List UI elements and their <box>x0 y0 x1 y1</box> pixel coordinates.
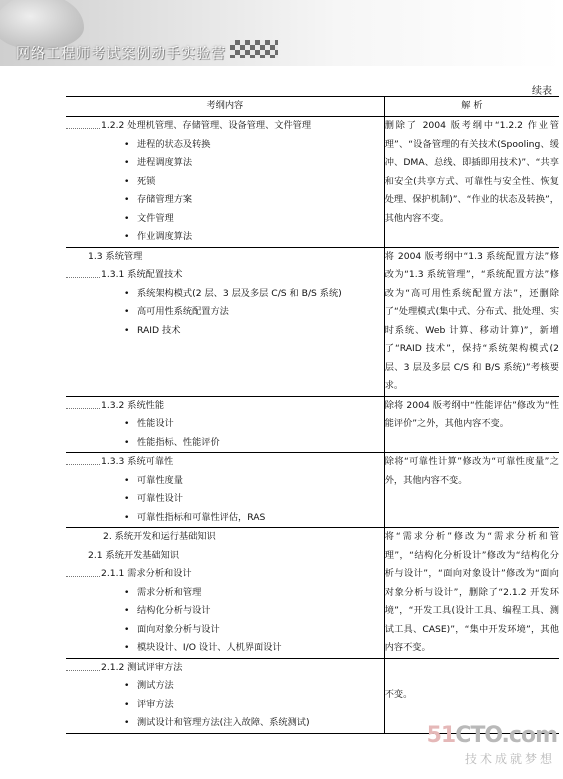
dotted-leader <box>66 128 100 129</box>
syllabus-section-heading: 1.3 系统管理 <box>88 250 143 262</box>
syllabus-bullet-item: • 死锁 <box>66 173 384 192</box>
syllabus-bullet-item: • 可靠性指标和可靠性评估，RAS <box>66 509 384 528</box>
continued-label: 续表 <box>532 86 552 97</box>
table-row <box>66 117 559 248</box>
dotted-leader <box>66 670 100 671</box>
syllabus-bullet-item: • 进程调度算法 <box>66 154 384 173</box>
syllabus-section-heading: 1.3.1 系统配置技术 <box>66 266 384 285</box>
table-row <box>66 658 559 733</box>
syllabus-bullet-item: • 可靠性度量 <box>66 472 384 491</box>
page-header-banner <box>0 0 563 66</box>
watermark-tagline: 技术成就梦想 <box>464 752 555 766</box>
syllabus-content-cell <box>66 453 384 528</box>
syllabus-bullet-item: • 模块设计、I/O 设计、人机界面设计 <box>66 639 384 658</box>
column-header-content: 考纲内容 <box>66 97 384 117</box>
syllabus-content-cell <box>66 247 384 396</box>
syllabus-bullet-item: • 测试设计和管理方法(注入故障、系统测试) <box>66 714 384 733</box>
syllabus-bullet-item: • 可靠性设计 <box>66 490 384 509</box>
syllabus-section-heading: 2.1 系统开发基础知识 <box>88 549 180 561</box>
watermark-logo <box>427 723 557 771</box>
explanation-cell: 将 2004 版考纲中“1.3 系统配置方法”修改为“1.3 系统管理”，“系统配置方法”修改为“高可用性系统配置方法”，还删除了“处理模式(集中式、分布式、批处理、实时系统、Web 计算、移动计算)”，新增了“RAID 技术”，保持“系统架构模式(2 层、3 层及多层 C/S 和 B/S 系统)”考核要求。 <box>384 247 559 396</box>
syllabus-section-heading: 1.3.3 系统可靠性 <box>66 453 384 472</box>
syllabus-bullet-item: • 结构化分析与设计 <box>66 602 384 621</box>
syllabus-bullet-item: • 进程的状态及转换 <box>66 136 384 155</box>
checker-decoration <box>230 40 278 58</box>
explanation-cell: 除将 2004 版考纲中“性能评估”修改为“性能评价”之外，其他内容不变。 <box>384 396 559 453</box>
explanation-cell: 除将“可靠性计算”修改为“可靠性度量”之外，其他内容不变。 <box>384 453 559 528</box>
table-row <box>66 453 559 528</box>
syllabus-bullet-item: • 文件管理 <box>66 210 384 229</box>
syllabus-section-heading: 2.1.2 测试评审方法 <box>66 659 384 678</box>
syllabus-content-cell <box>66 396 384 453</box>
dotted-leader <box>66 277 100 278</box>
syllabus-section-heading: 2. 系统开发和运行基础知识 <box>103 531 216 542</box>
explanation-cell: 不变。 <box>384 658 559 733</box>
dotted-leader <box>66 576 100 577</box>
syllabus-bullet-item: • 高可用性系统配置方法 <box>66 303 384 322</box>
syllabus-bullet-item: • 测试方法 <box>66 677 384 696</box>
syllabus-table <box>66 96 559 734</box>
syllabus-bullet-item: • 需求分析和管理 <box>66 584 384 603</box>
dotted-leader <box>66 408 100 409</box>
syllabus-section-heading: 2.1.1 需求分析和设计 <box>66 565 384 584</box>
syllabus-content-cell <box>66 528 384 659</box>
syllabus-section-heading: 1.3.2 系统性能 <box>66 397 384 416</box>
syllabus-bullet-item: • 系统架构模式(2 层、3 层及多层 C/S 和 B/S 系统) <box>66 285 384 304</box>
table-row <box>66 528 559 659</box>
syllabus-bullet-item: • RAID 技术 <box>66 322 384 341</box>
syllabus-section-heading: 1.2.2 处理机管理、存储管理、设备管理、文件管理 <box>66 117 384 136</box>
syllabus-content-cell <box>66 117 384 248</box>
syllabus-content-cell <box>66 658 384 733</box>
table-row <box>66 247 559 396</box>
watermark-brand: 51CTO.com <box>426 723 557 748</box>
table-row <box>66 396 559 453</box>
syllabus-bullet-item: • 性能指标、性能评价 <box>66 434 384 453</box>
syllabus-bullet-item: • 面向对象分析与设计 <box>66 621 384 640</box>
syllabus-bullet-item: • 存储管理方案 <box>66 191 384 210</box>
explanation-cell: 删除了 2004 版考纲中“1.2.2 作业管理”、“设备管理的有关技术(Spooling、缓冲、DMA、总线、即插即用技术)”、“共享和安全(共享方式、可靠性与安全性、恢复处理、保护机制)”、“作业的状态及转换”，其他内容不变。 <box>384 117 559 248</box>
syllabus-bullet-item: • 性能设计 <box>66 415 384 434</box>
syllabus-bullet-item: • 评审方法 <box>66 696 384 715</box>
syllabus-bullet-item: • 作业调度算法 <box>66 228 384 247</box>
header-title: 网络工程师考试案例动手实验营 <box>16 46 226 62</box>
dotted-leader <box>66 464 100 465</box>
column-header-explanation: 解 析 <box>384 97 559 117</box>
explanation-cell: 将“需求分析”修改为“需求分析和管理”，“结构化分析设计”修改为“结构化分析与设计”，“面向对象设计”修改为“面向对象分析与设计”，删除了“2.1.2 开发环境”，“开发工具(设计工具、编程工具、测试工具、CASE)”，“集中开发环境”，其他内容不变。 <box>384 528 559 659</box>
